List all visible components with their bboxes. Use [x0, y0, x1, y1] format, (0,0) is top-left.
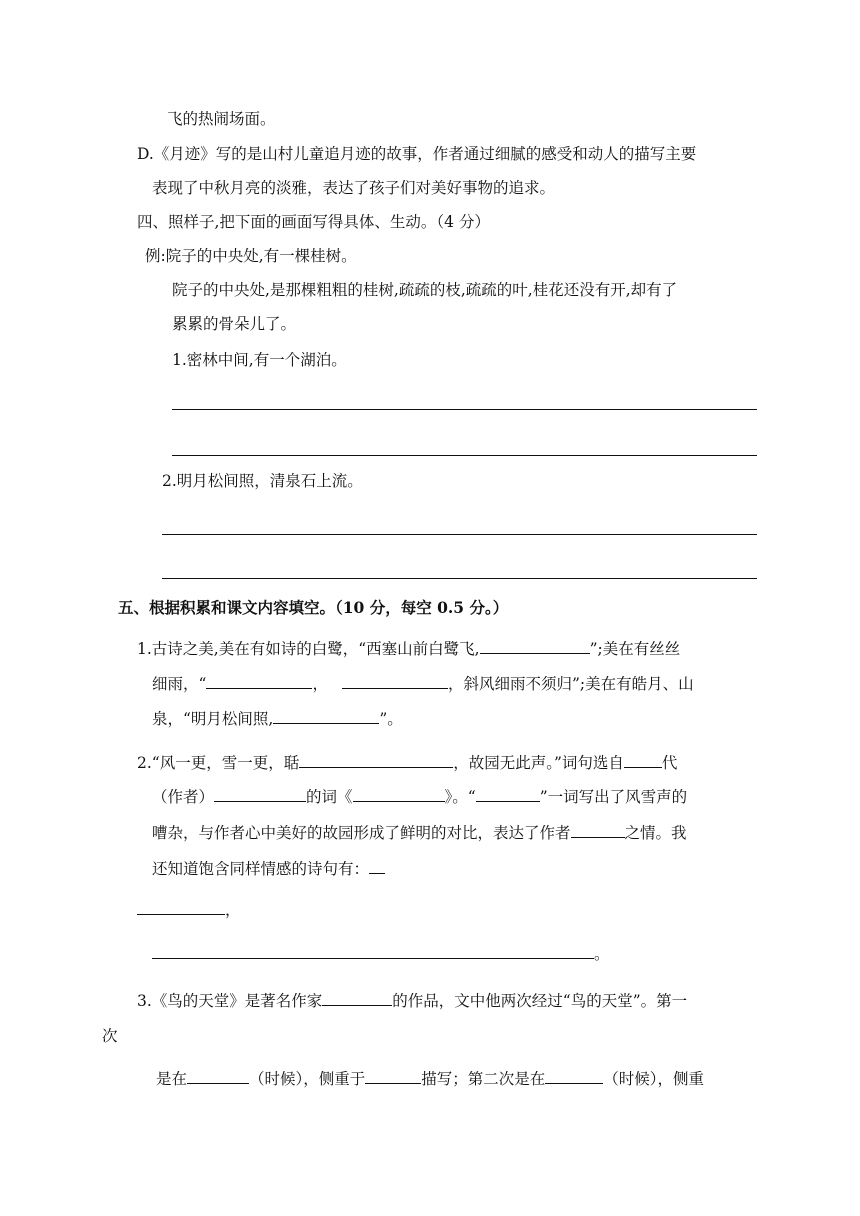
blank[interactable]	[571, 836, 625, 838]
blank[interactable]	[624, 766, 662, 768]
blank[interactable]	[152, 957, 594, 959]
blank[interactable]	[365, 1082, 421, 1084]
s5-q3-line-3: 是在 （时候），侧重于 描写；第二次是在 （时候），侧重	[156, 1070, 705, 1088]
blank[interactable]	[214, 800, 306, 802]
example-answer-line-1: 院子的中央处,是那棵粗粗的桂树,疏疏的枝,疏疏的叶,桂花还没有开,却有了	[172, 281, 678, 299]
section-5-heading: 五、根据积累和课文内容填空。（10 分，每空 0.5 分。）	[118, 598, 509, 617]
continued-text: 飞的热闹场面。	[167, 110, 276, 128]
blank[interactable]	[299, 766, 453, 768]
blank[interactable]	[187, 1082, 249, 1084]
blank[interactable]	[206, 687, 312, 689]
blank[interactable]	[476, 800, 540, 802]
s5-q3-line-1: 3.《鸟的天堂》是著名作家 的作品，文中他两次经过“鸟的天堂”。第一	[137, 992, 688, 1010]
blank[interactable]	[545, 1082, 603, 1084]
q2-answer-line-1[interactable]	[162, 534, 757, 535]
s5-q1-line-2: 细雨，“ ， ，斜风细雨不须归”;美在有皓月、山	[152, 675, 694, 693]
question-2-prompt: 2.明月松间照，清泉石上流。	[162, 472, 363, 490]
s5-q2-line-5: ，	[137, 903, 241, 919]
s5-q2-line-2: （作者） 的词《 》。“ ”一词写出了风雪声的	[152, 788, 688, 806]
s5-q2-line-1: 2.“风一更，雪一更，聒 ，故园无此声。”词句选自 代	[137, 754, 678, 772]
q2-answer-line-2[interactable]	[162, 578, 757, 579]
s5-q1-line-1: 1.古诗之美,美在有如诗的白鹭，“西塞山前白鹭飞, ”;美在有丝丝	[137, 640, 681, 658]
blank[interactable]	[369, 872, 385, 874]
blank[interactable]	[342, 687, 448, 689]
example-prompt: 例:院子的中央处,有一棵桂树。	[145, 247, 357, 265]
section-4-heading: 四、照样子,把下面的画面写得具体、生动。（4 分）	[137, 213, 490, 231]
s5-q2-line-4: 还知道饱含同样情感的诗句有：	[152, 862, 385, 878]
q1-answer-line-1[interactable]	[172, 409, 757, 410]
blank[interactable]	[137, 913, 225, 915]
blank[interactable]	[353, 800, 445, 802]
option-d-line-2: 表现了中秋月亮的淡雅，表达了孩子们对美好事物的追求。	[152, 179, 556, 197]
blank[interactable]	[273, 722, 379, 724]
s5-q2-line-3: 嘈杂，与作者心中美好的故园形成了鲜明的对比，表达了作者 之情。我	[152, 824, 687, 842]
option-d-line-1: D.《月迹》写的是山村儿童追月迹的故事，作者通过细腻的感受和动人的描写主要	[137, 145, 697, 163]
example-answer-line-2: 累累的骨朵儿了。	[172, 315, 297, 333]
s5-q1-line-3: 泉，“明月松间照, ”。	[152, 710, 403, 728]
blank[interactable]	[480, 652, 590, 654]
blank[interactable]	[322, 1004, 392, 1006]
q1-answer-line-2[interactable]	[172, 455, 757, 456]
s5-q3-line-2: 次	[102, 1027, 118, 1045]
s5-q2-line-6: 。	[152, 947, 610, 963]
question-1-prompt: 1.密林中间,有一个湖泊。	[172, 351, 347, 369]
